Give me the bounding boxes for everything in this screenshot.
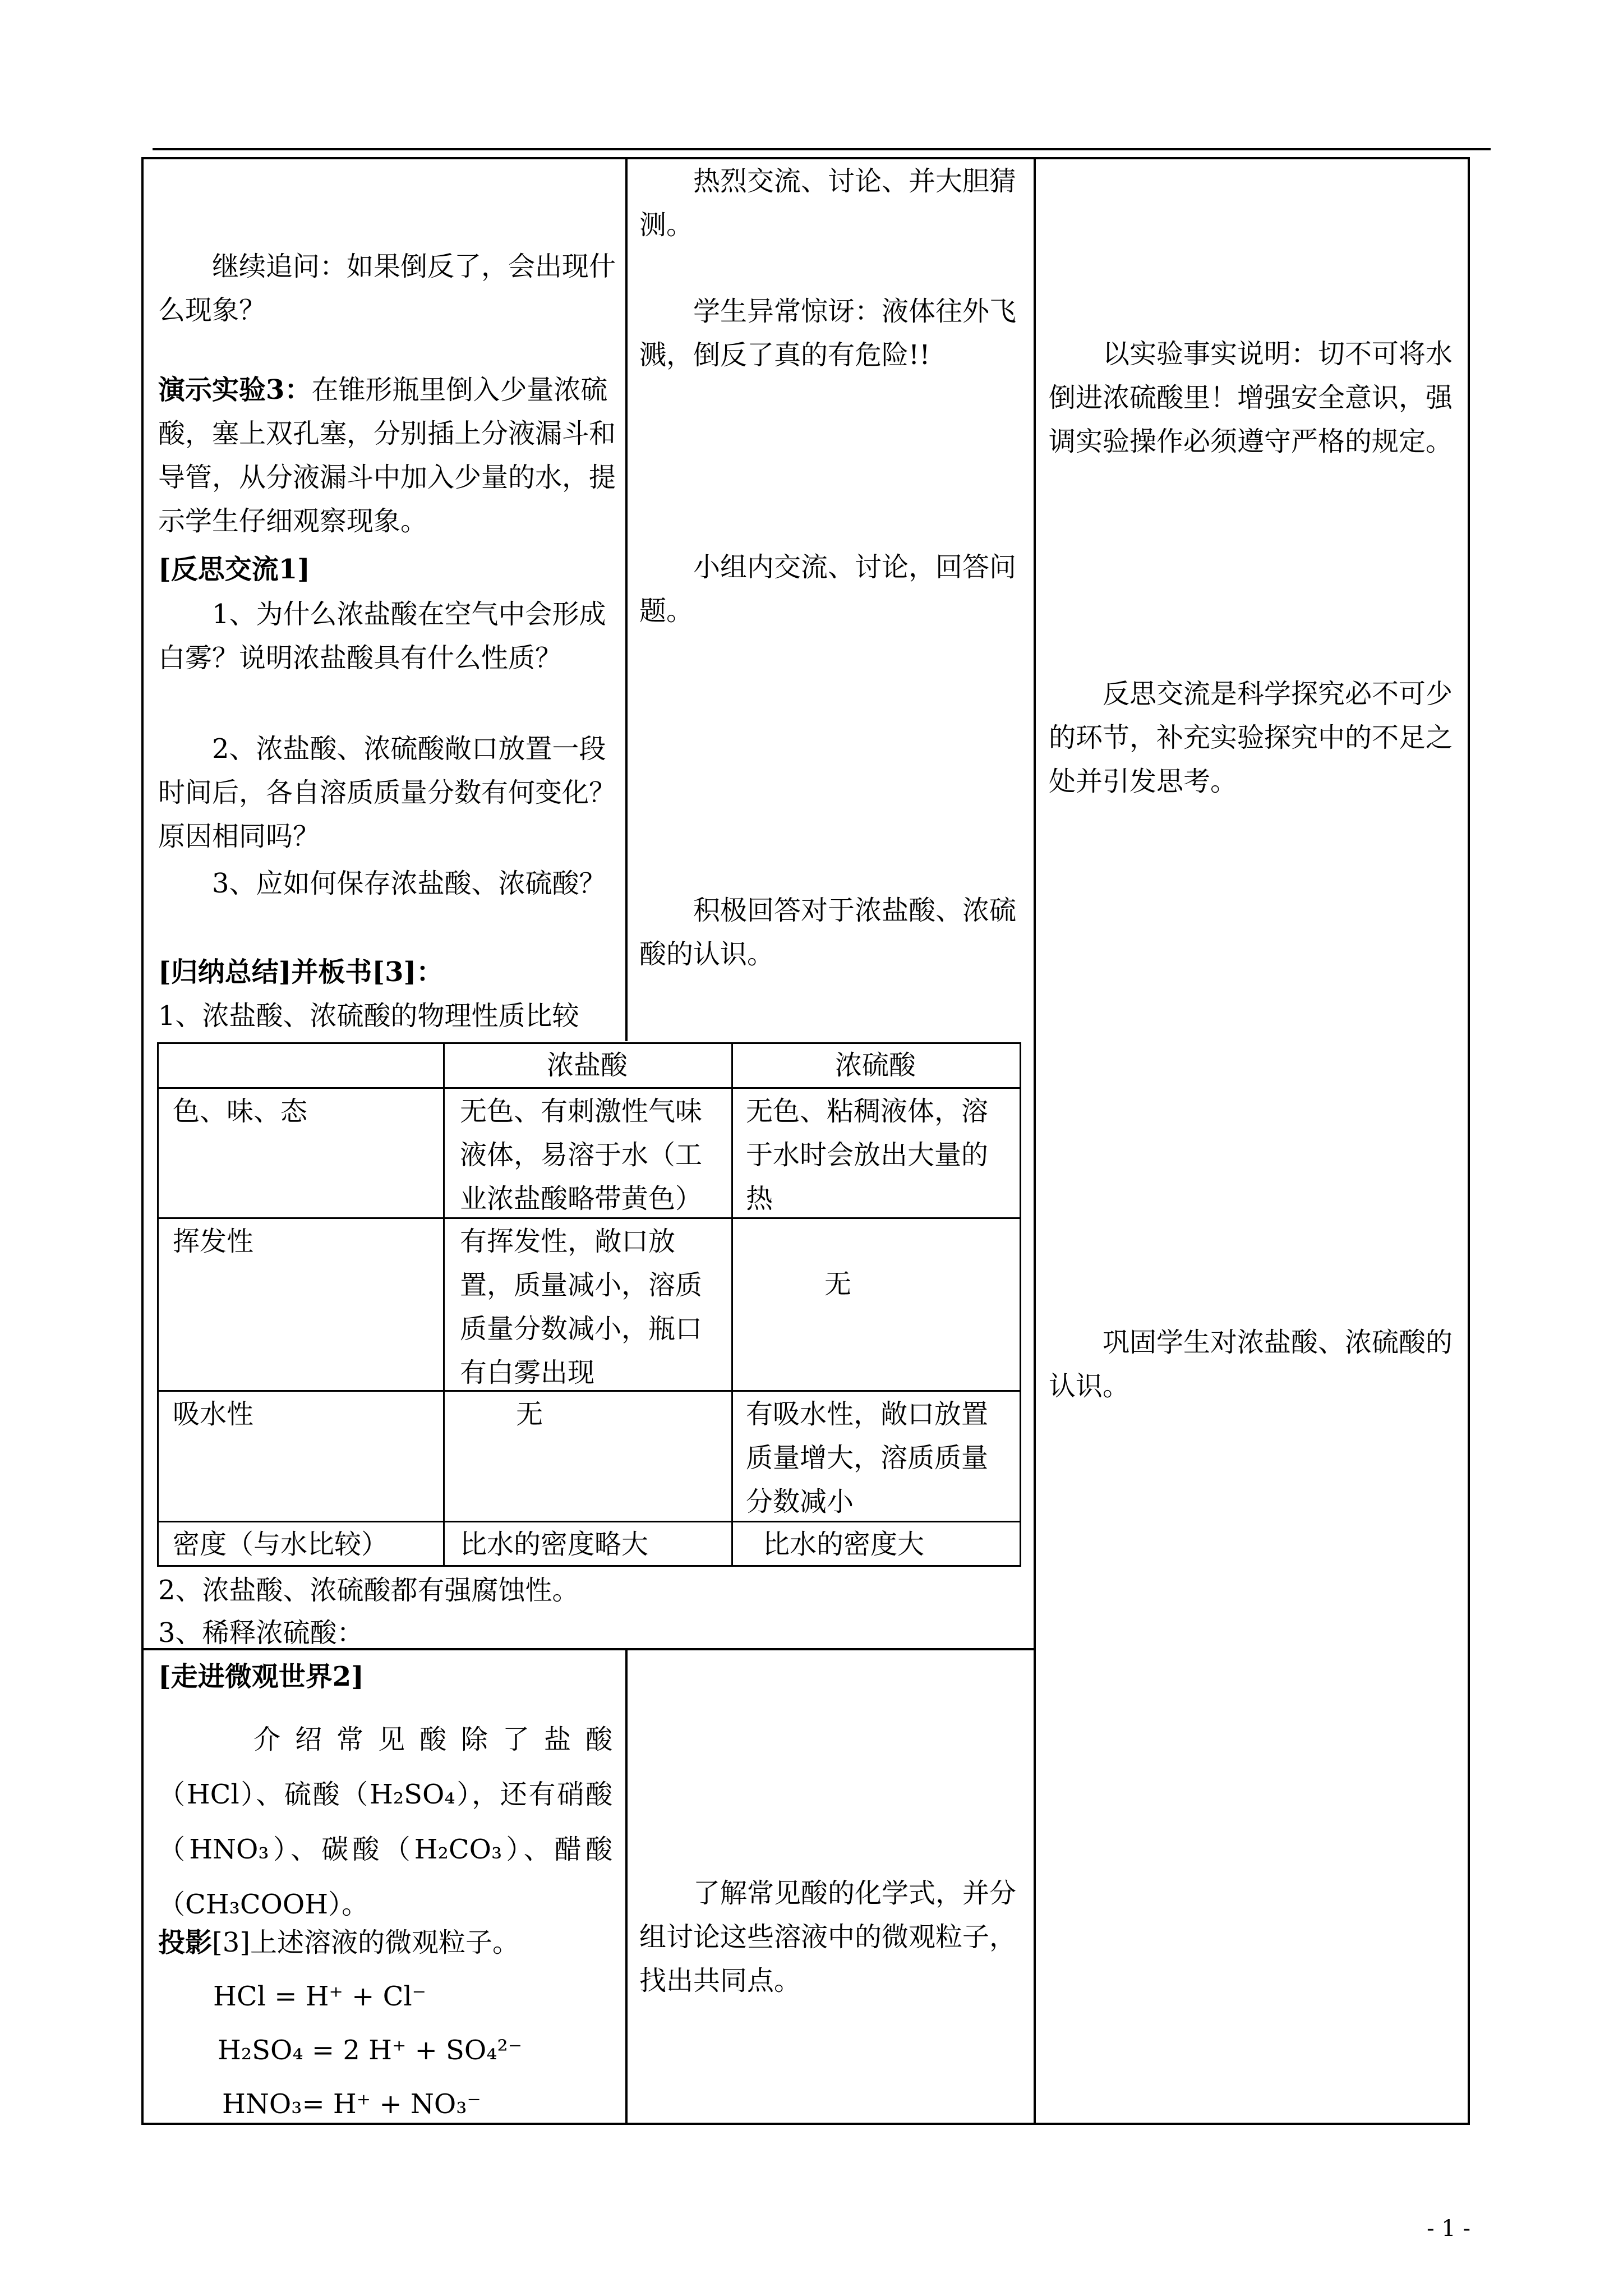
row-color-h2so4: 无色、粘稠液体，溶于水时会放出大量的热: [746, 1096, 989, 1214]
equation-hno3: HNO₃= H⁺ + NO₃⁻: [222, 2088, 481, 2120]
row-label-volatility: 挥发性: [173, 1226, 254, 1257]
question-3: 3、应如何保存浓盐酸、浓硫酸？: [212, 868, 606, 899]
projection-line: [158, 1921, 519, 1964]
row-label-absorbency: 吸水性: [173, 1398, 254, 1430]
table-col-line-1: [443, 1042, 445, 1567]
summary-heading: [归纳总结]并板书[3]：: [158, 956, 444, 988]
demo3-text: 在锥形瓶里倒入少量浓硫酸，塞上双孔塞，分别插上分液漏斗和导管，从分液漏斗中加入少量的水，提示学生仔细观察现象。: [158, 374, 616, 537]
intent-reflection: 反思交流是科学探究必不可少的环节，补充实验探究中的不足之处并引发思考。: [1049, 678, 1453, 797]
student-group-answer: 小组内交流、讨论，回答问题。: [639, 551, 1017, 627]
row-label-density: 密度（与水比较）: [173, 1529, 389, 1560]
student-acid-formula: 了解常见酸的化学式，并分组讨论这些溶液中的微观粒子，找出共同点。: [639, 1878, 1017, 1996]
row-density-h2so4: 比水的密度大: [763, 1529, 925, 1560]
student-surprise: 学生异常惊讶：液体往外飞溅，倒反了真的有危险!!: [639, 296, 1017, 371]
row-volatility-hcl: 有挥发性，敞口放置，质量减小，溶质质量分数减小，瓶口有白雾出现: [460, 1226, 703, 1388]
table-border-left: [157, 1042, 159, 1567]
micro-intro: 介绍常见酸除了盐酸（HCl）、硫酸（H₂SO₄），还有硝酸（HNO₃）、碳酸（H₂CO₃）、醋酸（CH₃COOH）。: [158, 1724, 612, 1920]
row-volatility-h2so4: 无: [824, 1268, 852, 1300]
equation-hcl: HCl = H⁺ + Cl⁻: [213, 1981, 427, 2012]
student-active-answer: 积极回答对于浓盐酸、浓硫酸的认识。: [639, 895, 1017, 970]
question-1: 1、为什么浓盐酸在空气中会形成白雾？说明浓盐酸具有什么性质？: [158, 599, 606, 674]
projection-text: [3]上述溶液的微观粒子。: [212, 1927, 520, 1958]
micro-heading: [走进微观世界2]: [158, 1661, 364, 1692]
equation-h2so4: H₂SO₄ = 2 H⁺ + SO₄²⁻: [218, 2035, 523, 2066]
projection-label: 投影: [158, 1927, 213, 1958]
outer-border-left: [141, 157, 144, 2125]
col1-separator-lower: [625, 1649, 628, 2125]
property-table: [157, 1042, 1021, 1567]
outer-border-right: [1468, 157, 1470, 2125]
question-2: 2、浓盐酸、浓硫酸敞口放置一段时间后，各自溶质质量分数有何变化？原因相同吗？: [158, 733, 616, 852]
col2-separator: [1034, 157, 1036, 2125]
reflection-heading: [反思交流1]: [158, 554, 310, 585]
intent-safety: 以实验事实说明：切不可将水倒进浓硫酸里！增强安全意识，强调实验操作必须遵守严格的规定。: [1049, 338, 1453, 457]
header-rule: [153, 148, 1491, 150]
table-header-hcl: 浓盐酸: [546, 1050, 628, 1081]
table-col-line-2: [731, 1042, 733, 1567]
demo3-block: [158, 368, 618, 543]
summary-item-1: 1、浓盐酸、浓硫酸的物理性质比较: [158, 1000, 579, 1032]
table-header-h2so4: 浓硫酸: [834, 1050, 916, 1081]
summary-item-3: 3、稀释浓硫酸：: [158, 1617, 364, 1649]
row-absorbency-hcl: 无: [516, 1398, 543, 1430]
row-color-hcl: 无色、有刺激性气味液体，易溶于水（工业浓盐酸略带黄色）: [460, 1096, 703, 1214]
summary-item-2: 2、浓盐酸、浓硫酸都有强腐蚀性。: [158, 1575, 579, 1606]
table-row-line-1: [157, 1087, 1021, 1089]
page-number: - 1 -: [1427, 2216, 1470, 2242]
table-border-right: [1020, 1042, 1021, 1567]
col1-separator-upper: [625, 157, 628, 1041]
follow-up-question: 继续追问：如果倒反了，会出现什么现象？: [158, 251, 616, 326]
demo3-label: 演示实验3：: [158, 374, 312, 406]
row-label-color: 色、味、态: [173, 1096, 308, 1127]
student-discussion: 热烈交流、讨论、并大胆猜测。: [639, 165, 1017, 241]
row-density-hcl: 比水的密度略大: [460, 1529, 649, 1560]
row-absorbency-h2so4: 有吸水性，敞口放置质量增大，溶质质量分数减小: [746, 1398, 989, 1517]
intent-consolidate: 巩固学生对浓盐酸、浓硫酸的认识。: [1049, 1327, 1453, 1402]
